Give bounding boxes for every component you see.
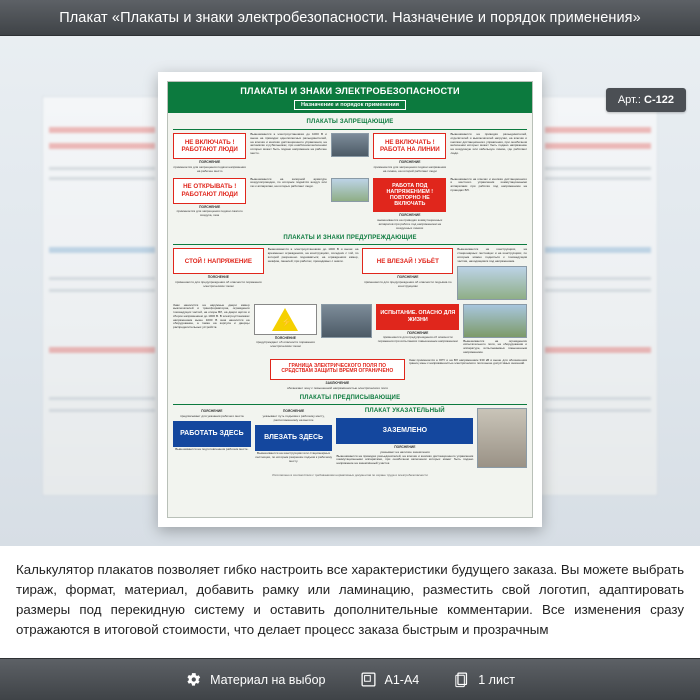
footer-item-format [360, 671, 420, 688]
photo-tower [457, 266, 527, 300]
explanation-text: Вывешивается на конструкциях, на стационарных лестницах и на конструкциях, по которым можно подняться к токоведущим частям, находящимся под напряжением. [457, 247, 527, 263]
divider [173, 404, 527, 405]
sign-test-danger-to-life: ИСПЫТАНИЕ. ОПАСНО ДЛЯ ЖИЗНИ [376, 304, 459, 330]
divider [173, 244, 527, 245]
ghost-poster-right [538, 96, 658, 496]
footer-label-sheets: 1 лист [478, 672, 515, 687]
explanation-text: Вывешивается на подготовленном рабочем месте. [175, 447, 249, 452]
explanation-text: Вывешивается на конструкциях или стационарных лестницах, по которым разрешён подъём к рабочему месту. [255, 450, 333, 463]
caption-text: обозначает зону с повышенной напряжённостью электрического поля [286, 386, 388, 391]
caption-title: ПОЯСНЕНИЕ [274, 335, 296, 340]
sheet-icon [453, 671, 470, 688]
sign-no-switch-on-line-work: НЕ ВКЛЮЧАТЬ ! РАБОТА НА ЛИНИИ [373, 133, 446, 159]
caption-text: применяется для запрещения подачи сжатого воздуха, газа [176, 209, 243, 218]
sign-work-here: РАБОТАТЬ ЗДЕСЬ [173, 421, 251, 447]
sign-do-not-open-people-working: НЕ ОТКРЫВАТЬ ! РАБОТАЮТ ЛЮДИ [173, 178, 246, 204]
sign-climb-here: ВЛЕЗАТЬ ЗДЕСЬ [255, 425, 333, 451]
explanation-text: Вывешивается в электроустановках до 1000 В и выше на приводах однополюсных разъединителей, на ключах и кнопках дистанционного управления, на автоматах и рубильниках, при ошибочном включении которых может быть подано напряжение на рабочее место. [250, 131, 327, 155]
footer-item-sheets [453, 671, 515, 688]
poster-row [173, 248, 527, 299]
footer-label-format: А1-А4 [384, 672, 420, 687]
poster-image[interactable] [158, 72, 542, 527]
poster-viewer[interactable] [0, 36, 700, 546]
poster-row [173, 178, 527, 231]
poster-row [173, 304, 527, 355]
description-text: Калькулятор плакатов позволяет гибко настроить все характеристики будущего заказа. Вы можете выбрать тираж, формат, материал, добавить рамку или ламинацию, разместить свой логотип, адаптировать размеры под перекидную систему и оставить дополнительные комментарии. Все изменения сразу отражаются в итоговой стоимости, что делает процесс заказа быстрым и прозрачным [16, 562, 685, 637]
gear-icon [185, 671, 202, 688]
photo-valve [331, 178, 369, 202]
photo-cabinet [321, 304, 372, 338]
photo-test-fence [463, 304, 527, 338]
caption-text: применяется для предупреждения об опасности поражения электрическим током [175, 280, 262, 289]
explanation-text: Вывешивается в электроустановках до 1000 В и выше: на временных ограждениях, на конструкциях, соседних с той, по которой разрешено подниматься; на ограждениях камер, шкафов, панелей; при работах, проводимых с земли. [267, 247, 359, 263]
caption-title: ПОЯСНЕНИЕ [207, 275, 229, 280]
caption-text: применяется для предупреждения об опасности поражения при испытаниях повышенным напряжением [377, 335, 458, 344]
article-value: С-122 [644, 94, 674, 106]
explanation-text: Вывешивается на приводах разъединителей, на ключах и кнопках дистанционного управления коммутационными аппаратами, при ошибочном включении которых может быть подано напряжение на заземлённый участок. [336, 453, 474, 466]
poster-footnote: Изготовлено в соответствии с требованиями нормативных документов по охране труда и электробезопасности [272, 473, 428, 478]
caption-text: указывает путь подъёма к рабочему месту, расположенному на высоте [262, 414, 325, 423]
explanation-text: Вывешивается на ключах и кнопках дистанционного и местного управления коммутационными аппаратами при работах под напряжением на проводах ВЛ. [450, 176, 528, 192]
sign-electric-field-boundary: ГРАНИЦА ЭЛЕКТРИЧЕСКОГО ПОЛЯ ПО СРЕДСТВАМ ЗАЩИТЫ ВРЕМЯ ОГРАНИЧЕНО [270, 359, 405, 381]
caption-text: применяется для запрещения подачи напряжения на линию, на которой работают люди [373, 164, 447, 173]
caption-text: предупреждает об опасности поражения электрическим током [256, 340, 315, 349]
divider [173, 129, 527, 130]
poster-subtitle: Назначение и порядок применения [294, 100, 406, 111]
section-heading-indicative: ПЛАКАТ УКАЗАТЕЛЬНЫЙ [364, 408, 445, 415]
sign-grounded: ЗАЗЕМЛЕНО [336, 418, 473, 444]
poster-row [173, 408, 527, 468]
caption-title: ПОЯСНЕНИЕ [199, 204, 221, 209]
poster-title: ПЛАКАТЫ И ЗНАКИ ЭЛЕКТРОБЕЗОПАСНОСТИ [240, 86, 460, 96]
caption-title: ПОЯСНЕНИЕ [397, 275, 419, 280]
caption-title: ПОЯСНЕНИЕ [399, 213, 421, 218]
caption-title: ПОЯСНЕНИЕ [407, 330, 429, 335]
lightning-icon [272, 308, 298, 331]
photo-switchgear [331, 133, 369, 157]
sign-work-under-voltage: РАБОТА ПОД НАПРЯЖЕНИЕМ ! ПОВТОРНО НЕ ВКЛЮЧАТЬ [373, 178, 446, 213]
caption-title: ЗАКЛЮЧЕНИЕ [325, 381, 350, 386]
caption-title: ПОЯСНЕНИЕ [394, 444, 416, 449]
footer-bar [0, 658, 700, 700]
section-heading-warning: ПЛАКАТЫ И ЗНАКИ ПРЕДУПРЕЖДАЮЩИЕ [283, 234, 417, 241]
poster-row [173, 359, 527, 391]
caption-title: ПОЯСНЕНИЕ [201, 409, 223, 414]
ghost-poster-left [42, 96, 162, 496]
caption-text: применяется для предупреждения об опасности подъёма по конструкциям [364, 280, 452, 289]
explanation-text: Вывешивается на приводах разъединителей, отделителей и выключателей нагрузки, на ключах и кнопках дистанционного управления, при ошибочном включении которых может быть подано напряжение на воздушную или кабельную линию, где работают люди. [450, 131, 528, 155]
sign-electric-voltage-warning [254, 304, 318, 335]
explanation-text: Знак применяется в ОРУ и на ВЛ напряжением 330 кВ и выше для обозначения границ зоны с напряжённостью электрического поля выше допустимых значений. [408, 357, 527, 366]
explanation-text: Вывешивается на запорной арматуре воздухопроводов, по которым подаётся воздух или газ к аппаратам, на которых работают люди. [250, 176, 327, 189]
footer-item-material [185, 671, 325, 688]
caption-title: ПОЯСНЕНИЕ [283, 409, 305, 414]
article-label: Арт.: [617, 94, 641, 106]
caption-text: применяется для запрещения подачи напряжения на рабочее место [173, 164, 246, 173]
footer-label-material: Материал на выбор [210, 672, 326, 687]
sign-do-not-climb-kills: НЕ ВЛЕЗАЙ ! УБЬЁТ [362, 248, 453, 274]
explanation-text: Вывешивается на ограждениях испытательного поля, на оборудовании и аппаратуре, испытываемых повышенным напряжением. [463, 338, 528, 354]
caption-text: предписывает для указания рабочего места [180, 414, 244, 419]
caption-text: вывешивается на приводах коммутационных аппаратов при работе под напряжением на воздушных линиях [377, 218, 443, 230]
page-title: Плакат «Плакаты и знаки электробезопасности. Назначение и порядок применения» [0, 0, 700, 36]
sign-no-switch-on-people-working: НЕ ВКЛЮЧАТЬ ! РАБОТАЮТ ЛЮДИ [173, 133, 246, 159]
caption-text: указывает на наличие заземления [380, 449, 430, 454]
article-badge [606, 88, 686, 112]
caption-title: ПОЯСНЕНИЕ [199, 159, 221, 164]
photo-grounding [477, 408, 527, 468]
poster-header [168, 82, 532, 113]
poster-row [173, 133, 527, 174]
explanation-text: Знак наносится на наружные двери камер выключателей и трансформаторов, ограждения токоведущих частей, на опоры ВЛ, на двери щитов и сборок напряжением до 1000 В. В электроустановках напряжением выше 1000 В знак наносится на оборудование, а также на корпуса и дверцы распределительных устройств. [173, 302, 250, 330]
sign-stop-voltage: СТОЙ ! НАПРЯЖЕНИЕ [173, 248, 264, 274]
section-heading-prohibiting: ПЛАКАТЫ ЗАПРЕЩАЮЩИЕ [306, 119, 394, 126]
caption-title: ПОЯСНЕНИЕ [399, 159, 421, 164]
format-icon [360, 671, 377, 688]
section-heading-prescriptive: ПЛАКАТЫ ПРЕДПИСЫВАЮЩИЕ [299, 394, 401, 401]
